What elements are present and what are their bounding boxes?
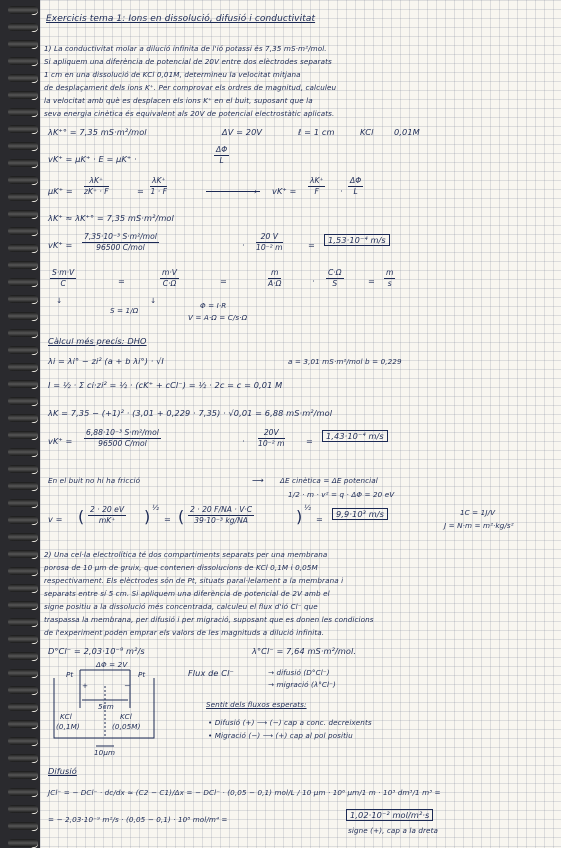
fraction bbox=[268, 268, 281, 289]
p1-statement-line: 1) La conductivitat molar a dilució infinita de l'ió potassi és 7,35 mS·m²/mol. bbox=[44, 44, 327, 53]
binding-ring bbox=[8, 805, 38, 813]
binding-ring bbox=[8, 142, 38, 150]
binding-ring bbox=[8, 669, 38, 677]
binding-ring bbox=[8, 159, 38, 167]
potential-label: ΔΦ = 2V bbox=[96, 660, 128, 669]
numerator: S·m·V bbox=[52, 268, 75, 277]
binding-ring bbox=[8, 57, 38, 65]
electrode-left: Pt bbox=[66, 670, 74, 679]
section-diffusion: Difusió bbox=[48, 766, 77, 776]
binding-ring bbox=[8, 516, 38, 524]
binding-ring bbox=[8, 499, 38, 507]
binding-ring bbox=[8, 346, 38, 354]
binding-ring bbox=[8, 618, 38, 626]
binding-ring bbox=[8, 363, 38, 371]
binding-ring bbox=[8, 533, 38, 541]
eq-fick-law: JCl⁻ = − DCl⁻ · dc/dx ≈ (C2 − C1)/Δx = − DCl⁻ · (0,05 − 0,1) mol/L / 10 μm · 10⁶ μm/1 m · 10³ dm³/1 m³ = bbox=[48, 788, 441, 797]
numerator: λK⁺ bbox=[310, 176, 324, 185]
flux-title: Flux de Cl⁻ bbox=[188, 668, 234, 678]
equals-sign: = bbox=[308, 240, 315, 250]
equals-sign: = bbox=[220, 276, 227, 286]
binding-ring bbox=[8, 6, 38, 14]
unit-note: J = N·m = m²·kg/s² bbox=[444, 521, 514, 530]
binding-ring bbox=[8, 278, 38, 286]
data-salt: KCl bbox=[360, 127, 374, 137]
binding-ring bbox=[8, 703, 38, 711]
section-precise: Càlcul més precís: DHO bbox=[48, 336, 147, 346]
numerator: m bbox=[268, 268, 281, 279]
binding-ring bbox=[8, 329, 38, 337]
p2-statement-line: separats entre sí 5 cm. Si apliquem una diferència de potencial de 2V amb el bbox=[44, 589, 330, 598]
unit-siemens: S = 1/Ω bbox=[110, 306, 139, 315]
equals-sign: = bbox=[316, 514, 323, 524]
left-solution: KCl bbox=[60, 712, 72, 721]
membrane-thickness: 10μm bbox=[94, 748, 116, 757]
data-molar-conductivity: λ°Cl⁻ = 7,64 mS·m²/mol. bbox=[252, 646, 357, 656]
binding-ring bbox=[8, 261, 38, 269]
positive-pole: + bbox=[82, 681, 89, 690]
p1-statement-line: 1 cm en una dissolució de KCl 0,01M, determineu la velocitat mitjana bbox=[44, 70, 301, 79]
arrow-icon: ⟶ bbox=[252, 475, 264, 485]
binding-ring bbox=[8, 74, 38, 82]
fraction bbox=[308, 176, 325, 197]
binding-ring bbox=[8, 448, 38, 456]
denominator: 1 · F bbox=[150, 187, 167, 196]
numerator: ΔΦ bbox=[350, 176, 362, 185]
right-solution: KCl bbox=[120, 712, 132, 721]
unit-note: 1C = 1J/V bbox=[460, 508, 496, 517]
dot: · bbox=[312, 276, 315, 286]
eq-ionic-strength: I = ½ · Σ ci·zi² = ½ · (cK⁺ + cCl⁻) = ½ · 2c = c = 0,01 M bbox=[48, 380, 283, 390]
fraction bbox=[348, 176, 363, 197]
eq-dho: λi = λi° − zi² (a + b λi°) · √I bbox=[48, 356, 164, 366]
equals-sign: = bbox=[306, 436, 313, 446]
electrode-gap: 5cm bbox=[98, 702, 114, 711]
paren-left: ( bbox=[178, 507, 185, 526]
numerator: ΔΦ bbox=[216, 145, 228, 154]
fraction bbox=[150, 176, 167, 197]
fraction bbox=[84, 176, 109, 197]
data-lambda: λK⁺° = 7,35 mS·m²/mol bbox=[48, 127, 147, 137]
binding-ring bbox=[8, 601, 38, 609]
binding-ring bbox=[8, 686, 38, 694]
result-box: 1,02·10⁻² mol/m²·s bbox=[346, 809, 433, 821]
binding-ring bbox=[8, 771, 38, 779]
binding-ring bbox=[8, 414, 38, 422]
dot: · bbox=[242, 436, 245, 446]
negative-pole: − bbox=[124, 681, 131, 690]
arrow-line bbox=[206, 191, 260, 192]
fraction bbox=[256, 232, 283, 253]
eq-velocity-vacuum-label: v = bbox=[48, 514, 63, 524]
eq-lambda-corrected: λK = 7,35 − (+1)² · (3,01 + 0,229 · 7,35) · √0,01 = 6,88 mS·m²/mol bbox=[48, 408, 333, 418]
fraction bbox=[214, 145, 229, 166]
numerator: C·Ω bbox=[328, 268, 342, 277]
denominator: 10⁻² m bbox=[258, 439, 285, 448]
denominator: F bbox=[314, 187, 319, 196]
migration-direction: • Migració (−) ⟶ (+) cap al pol positiu bbox=[208, 731, 353, 740]
eq-flux-numeric: = − 2,03·10⁻⁹ m²/s · (0,05 − 0,1) · 10⁸ mol/m⁴ = bbox=[48, 815, 228, 824]
energy-balance: ΔE cinètica = ΔE potencial bbox=[280, 476, 378, 485]
denominator: 96500 C/mol bbox=[96, 243, 145, 252]
p1-statement-line: de desplaçament dels ions K⁺. Per comprovar els ordres de magnitud, calculeu bbox=[44, 83, 337, 92]
binding-ring bbox=[8, 108, 38, 116]
unit-volt: V = A·Ω = C/s·Ω bbox=[188, 313, 248, 322]
binding-ring bbox=[8, 839, 38, 847]
p2-statement-line: 2) Una cel·la electrolítica té dos compartiments separats per una membrana bbox=[44, 550, 328, 559]
diffusion-direction: • Difusió (+) ⟶ (−) cap a conc. decreixents bbox=[208, 718, 372, 727]
dot: · bbox=[242, 240, 245, 250]
denominator: mK⁺ bbox=[98, 516, 116, 525]
paren-right: ) bbox=[144, 507, 151, 526]
fraction bbox=[188, 505, 254, 526]
numerator: 20 V bbox=[256, 232, 283, 243]
fraction bbox=[258, 428, 285, 449]
fraction bbox=[82, 232, 159, 253]
eq-velocity-definition: vK⁺ = μK⁺ · E = μK⁺ · bbox=[48, 154, 137, 164]
paren-left: ( bbox=[78, 507, 85, 526]
data-concentration: 0,01M bbox=[394, 127, 420, 137]
fraction bbox=[384, 268, 395, 289]
binding-ring bbox=[8, 176, 38, 184]
eq-approximation: λK⁺ ≈ λK⁺° = 7,35 mS·m²/mol bbox=[48, 213, 174, 223]
fraction bbox=[326, 268, 344, 289]
fraction bbox=[84, 428, 161, 449]
expected-directions-title: Sentit dels fluxos esperats: bbox=[206, 700, 307, 709]
equals-sign: = bbox=[137, 186, 144, 196]
p2-statement-line: traspassa la membrana, per difusió i per migració, suposant que es donen les condicions bbox=[44, 615, 374, 624]
flux-diffusion: → difusió (D°Cl⁻) bbox=[268, 668, 330, 677]
numerator: 2 · 20 eV bbox=[90, 505, 125, 514]
fraction bbox=[160, 268, 179, 289]
right-concentration: (0,05M) bbox=[112, 722, 141, 731]
dho-constants: a = 3,01 mS·m²/mol b = 0,229 bbox=[288, 357, 402, 366]
denominator: L bbox=[353, 187, 358, 196]
binding-ring bbox=[8, 40, 38, 48]
flux-migration: → migració (λ°Cl⁻) bbox=[268, 680, 336, 689]
left-concentration: (0,1M) bbox=[56, 722, 80, 731]
arrow-head-icon: › bbox=[254, 186, 258, 196]
binding-ring bbox=[8, 91, 38, 99]
numerator: 20V bbox=[258, 428, 285, 439]
binding-ring bbox=[8, 788, 38, 796]
binding-ring bbox=[8, 822, 38, 830]
binding-ring bbox=[8, 125, 38, 133]
paren-right: ) bbox=[296, 507, 303, 526]
down-arrow-icon: ↓ bbox=[150, 296, 157, 305]
denominator: C·Ω bbox=[162, 279, 177, 288]
energy-equation: 1/2 · m · v² = q · ΔΦ = 20 eV bbox=[288, 490, 395, 499]
eq-mobility-label: μK⁺ = bbox=[48, 186, 73, 196]
binding-ring bbox=[8, 380, 38, 388]
binding-ring bbox=[8, 23, 38, 31]
numerator: λK⁺ bbox=[84, 176, 109, 187]
data-voltage: ΔV = 20V bbox=[222, 127, 263, 137]
unit-ohm-law: Φ = I·R bbox=[200, 301, 227, 310]
binding-ring bbox=[8, 193, 38, 201]
result-box: 1,43·10⁻⁴ m/s bbox=[322, 430, 388, 442]
binding-ring bbox=[8, 210, 38, 218]
binding-ring bbox=[8, 720, 38, 728]
binding-ring bbox=[8, 227, 38, 235]
p1-statement-line: seva energia cinètica és equivalent als 20V de potencial electrostàtic aplicats. bbox=[44, 109, 335, 118]
p2-statement-line: de l'experiment poden emprar els valors de les magnituds a dilució infinita. bbox=[44, 628, 325, 637]
equals-sign: = bbox=[164, 514, 171, 524]
denominator: 39·10⁻³ kg/NA bbox=[194, 516, 248, 525]
p2-statement-line: porosa de 10 μm de gruix, que contenen dissolucions de KCl 0,1M i 0,05M bbox=[44, 563, 318, 572]
binding-ring bbox=[8, 652, 38, 660]
binding-ring bbox=[8, 397, 38, 405]
numerator: λK⁺ bbox=[152, 176, 166, 185]
result-box: 9,9·10³ m/s bbox=[332, 508, 388, 520]
denominator: 96500 C/mol bbox=[98, 439, 147, 448]
dot: · bbox=[340, 186, 343, 196]
data-diffusion-coefficient: D°Cl⁻ = 2,03·10⁻⁹ m²/s bbox=[48, 646, 145, 656]
numerator: 2 · 20 F/NA · V·C bbox=[190, 505, 253, 514]
denominator: zK⁺ · F bbox=[84, 187, 109, 196]
page-title: Exercicis tema 1: Ions en dissolució, difusió i conductivitat bbox=[46, 14, 316, 24]
electrode-right: Pt bbox=[138, 670, 146, 679]
eq-velocity-label: vK⁺ = bbox=[272, 186, 297, 196]
denominator: s bbox=[387, 279, 392, 288]
binding-ring bbox=[8, 465, 38, 473]
denominator: L bbox=[219, 156, 224, 165]
binding-ring bbox=[8, 295, 38, 303]
down-arrow-icon: ↓ bbox=[56, 296, 63, 305]
fraction bbox=[88, 505, 126, 526]
equals-sign: = bbox=[118, 276, 125, 286]
data-length: ℓ = 1 cm bbox=[298, 127, 335, 137]
binding-ring bbox=[8, 550, 38, 558]
binding-ring bbox=[8, 431, 38, 439]
sign-note: signe (+), cap a la dreta bbox=[348, 826, 439, 835]
binding-ring bbox=[8, 635, 38, 643]
notebook-page bbox=[40, 0, 561, 848]
eq-velocity-label: vK⁺ = bbox=[48, 436, 73, 446]
denominator: 10⁻² m bbox=[256, 243, 283, 252]
numerator: m bbox=[386, 268, 394, 277]
numerator: 7,35·10⁻³ S·m²/mol bbox=[84, 232, 157, 241]
fraction bbox=[50, 268, 76, 289]
binding-ring bbox=[8, 567, 38, 575]
vacuum-note: En el buit no hi ha fricció bbox=[48, 476, 141, 485]
exponent: ½ bbox=[152, 503, 160, 512]
binding-ring bbox=[8, 482, 38, 490]
numerator: 6,88·10⁻³ S·m²/mol bbox=[86, 428, 159, 437]
binding-ring bbox=[8, 737, 38, 745]
binding-ring bbox=[8, 754, 38, 762]
numerator: m·V bbox=[162, 268, 178, 277]
p2-statement-line: signe positiu a la dissolució més concentrada, calculeu el flux d'ió Cl⁻ que bbox=[44, 602, 318, 611]
equals-sign: = bbox=[368, 276, 375, 286]
result-box: 1,53·10⁻⁴ m/s bbox=[324, 234, 390, 246]
binding-ring bbox=[8, 244, 38, 252]
p1-statement-line: Si apliquem una diferència de potencial de 20V entre dos elèctrodes separats bbox=[44, 57, 332, 66]
denominator: A·Ω bbox=[268, 279, 282, 288]
binding-ring bbox=[8, 312, 38, 320]
binding-ring bbox=[8, 584, 38, 592]
denominator: C bbox=[60, 279, 66, 288]
p1-statement-line: la velocitat amb què es desplacen els ions K⁺ en el buit, suposant que la bbox=[44, 96, 313, 105]
exponent: ½ bbox=[304, 503, 312, 512]
p2-statement-line: respectivament. Els elèctrodes són de Pt, situats paral·lelament a la membrana i bbox=[44, 576, 344, 585]
denominator: S bbox=[332, 279, 338, 288]
eq-velocity-label: vK⁺ = bbox=[48, 240, 73, 250]
